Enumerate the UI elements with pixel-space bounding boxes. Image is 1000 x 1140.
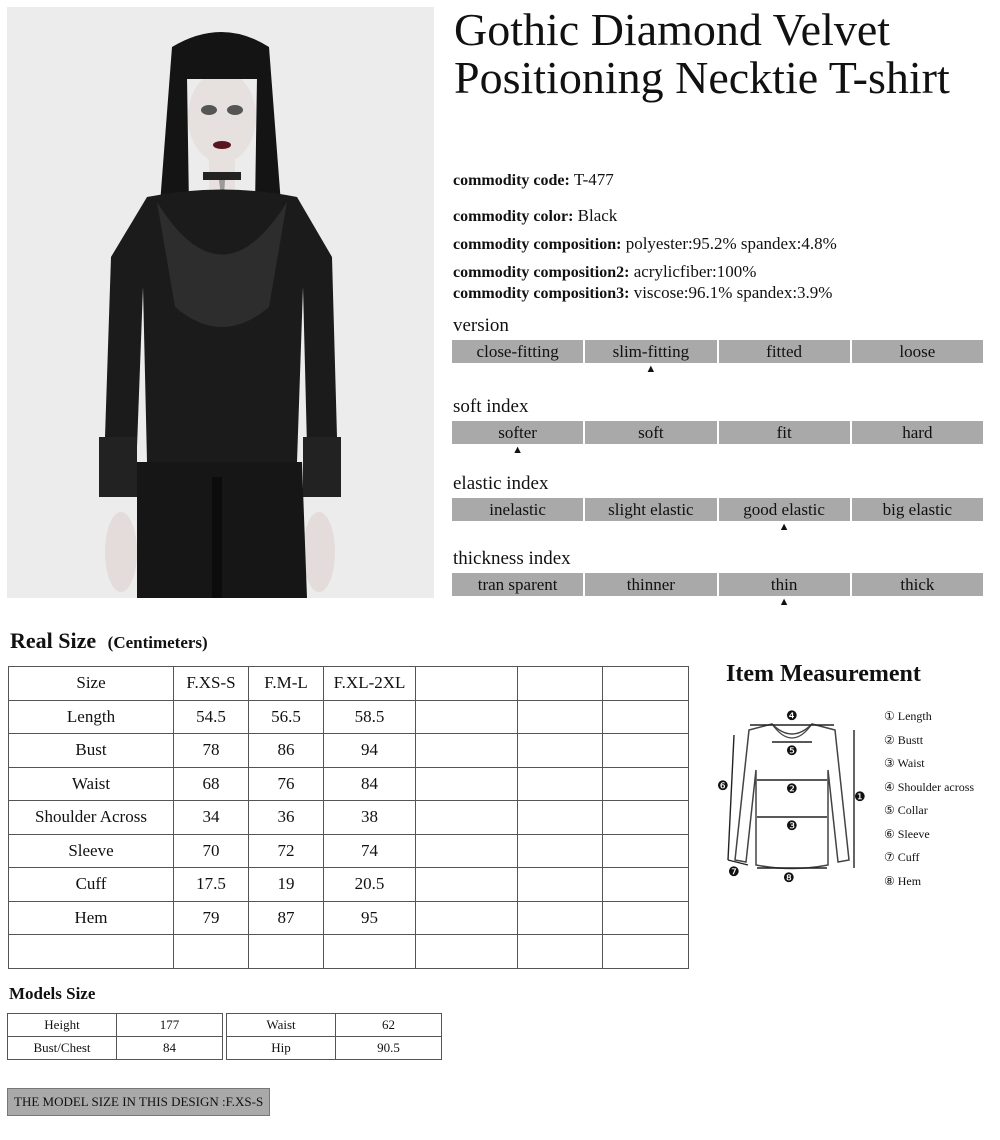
table-row xyxy=(9,935,689,969)
table-cell xyxy=(518,767,603,801)
table-cell: 86 xyxy=(249,734,324,768)
models-size-table-left xyxy=(7,1013,223,1060)
table-cell: 87 xyxy=(249,901,324,935)
table-row xyxy=(9,901,689,935)
table-cell: 84 xyxy=(117,1037,223,1060)
soft-index-option: soft xyxy=(585,421,716,444)
table-cell: 17.5 xyxy=(174,868,249,902)
table-cell: 68 xyxy=(174,767,249,801)
commodity-color-value: Black xyxy=(577,206,618,225)
diagram-label-4: ❹ xyxy=(786,708,798,723)
table-cell: 62 xyxy=(336,1014,442,1037)
table-cell: 56.5 xyxy=(249,700,324,734)
table-cell: 36 xyxy=(249,801,324,835)
diagram-label-8: ❽ xyxy=(783,870,795,885)
real-size-heading: Real Size xyxy=(10,628,97,653)
version-option: loose xyxy=(852,340,983,363)
elastic-index-title: elastic index xyxy=(453,473,549,494)
table-cell: 78 xyxy=(174,734,249,768)
commodity-composition2-label: commodity composition2: xyxy=(453,264,630,281)
table-cell: 19 xyxy=(249,868,324,902)
table-header-cell: Size xyxy=(9,667,174,701)
commodity-composition3-label: commodity composition3: xyxy=(453,285,630,302)
diagram-label-5: ❺ xyxy=(786,743,798,758)
measurement-legend xyxy=(884,705,974,893)
table-cell xyxy=(416,935,518,969)
thickness-index-scale xyxy=(452,573,983,596)
soft-index-option: fit xyxy=(719,421,850,444)
table-cell: Bust/Chest xyxy=(8,1037,117,1060)
version-marker: ▲ xyxy=(645,363,657,375)
soft-index-scale xyxy=(452,421,983,444)
table-cell xyxy=(324,935,416,969)
legend-item-waist: ③ Waist xyxy=(884,756,925,770)
table-cell xyxy=(249,935,324,969)
table-cell: 54.5 xyxy=(174,700,249,734)
models-size-table-right xyxy=(226,1013,442,1060)
table-cell: 90.5 xyxy=(336,1037,442,1060)
table-header-cell: F.XS-S xyxy=(174,667,249,701)
diagram-label-3: ❸ xyxy=(786,818,798,833)
commodity-composition2 xyxy=(453,262,756,283)
elastic-index-option: big elastic xyxy=(852,498,983,521)
table-cell xyxy=(603,868,689,902)
table-cell xyxy=(603,767,689,801)
table-row xyxy=(9,734,689,768)
legend-item-sleeve: ⑥ Sleeve xyxy=(884,826,930,841)
table-cell xyxy=(518,801,603,835)
diagram-label-2: ❷ xyxy=(786,781,798,796)
version-title: version xyxy=(453,315,509,336)
table-cell: 38 xyxy=(324,801,416,835)
measurement-diagram xyxy=(714,700,874,895)
table-header-row xyxy=(9,667,689,701)
table-cell: 79 xyxy=(174,901,249,935)
version-scale xyxy=(452,340,983,363)
table-row xyxy=(9,801,689,835)
table-cell xyxy=(416,767,518,801)
table-cell xyxy=(416,901,518,935)
table-cell: Hem xyxy=(9,901,174,935)
table-cell: 95 xyxy=(324,901,416,935)
table-cell xyxy=(416,868,518,902)
thickness-index-option: thick xyxy=(852,573,983,596)
thickness-index-marker: ▲ xyxy=(778,596,790,608)
soft-index-title: soft index xyxy=(453,396,529,417)
commodity-composition3 xyxy=(453,283,832,304)
commodity-color xyxy=(453,206,617,227)
table-cell: Bust xyxy=(9,734,174,768)
model-size-note: THE MODEL SIZE IN THIS DESIGN :F.XS-S xyxy=(7,1088,270,1116)
table-row xyxy=(9,834,689,868)
legend-item-length: ① Length xyxy=(884,709,932,723)
elastic-index-scale xyxy=(452,498,983,521)
table-cell: 94 xyxy=(324,734,416,768)
table-cell xyxy=(603,801,689,835)
product-photo xyxy=(7,7,434,598)
commodity-code-label: commodity code: xyxy=(453,172,570,189)
elastic-index-marker: ▲ xyxy=(778,521,790,533)
table-cell xyxy=(518,868,603,902)
table-cell xyxy=(416,801,518,835)
table-cell: Height xyxy=(8,1014,117,1037)
table-cell xyxy=(603,901,689,935)
version-option: slim-fitting xyxy=(585,340,716,363)
table-cell xyxy=(603,834,689,868)
table-cell xyxy=(518,834,603,868)
diagram-label-7: ❼ xyxy=(728,864,740,879)
diagram-label-1: ❶ xyxy=(854,789,866,804)
table-cell xyxy=(416,834,518,868)
table-header-cell xyxy=(416,667,518,701)
thickness-index-option: thin xyxy=(719,573,850,596)
soft-index-option: softer xyxy=(452,421,583,444)
thickness-index-title: thickness index xyxy=(453,548,571,569)
table-row xyxy=(227,1014,442,1037)
table-cell: 58.5 xyxy=(324,700,416,734)
table-cell: 20.5 xyxy=(324,868,416,902)
table-row xyxy=(9,868,689,902)
table-cell: 72 xyxy=(249,834,324,868)
legend-item-cuff: ⑦ Cuff xyxy=(884,850,920,864)
commodity-composition-value: polyester:95.2% spandex:4.8% xyxy=(625,234,837,253)
table-cell xyxy=(9,935,174,969)
soft-index-marker: ▲ xyxy=(512,444,524,456)
commodity-composition-label: commodity composition: xyxy=(453,236,622,253)
legend-item-hem: ⑧ Hem xyxy=(884,873,922,888)
table-cell: Waist xyxy=(227,1014,336,1037)
table-cell xyxy=(603,700,689,734)
table-cell: Cuff xyxy=(9,868,174,902)
table-header-cell xyxy=(518,667,603,701)
table-header-cell: F.XL-2XL xyxy=(324,667,416,701)
table-cell xyxy=(174,935,249,969)
commodity-color-label: commodity color: xyxy=(453,208,574,225)
soft-index-option: hard xyxy=(852,421,983,444)
table-row xyxy=(9,700,689,734)
table-cell: Length xyxy=(9,700,174,734)
product-title: Gothic Diamond Velvet Positioning Necktie T-shirt xyxy=(454,4,950,103)
table-cell: 177 xyxy=(117,1014,223,1037)
size-table xyxy=(8,666,689,969)
commodity-composition xyxy=(453,234,837,255)
table-cell xyxy=(518,935,603,969)
table-cell: Shoulder Across xyxy=(9,801,174,835)
legend-item-bust: ② Bustt xyxy=(884,732,924,747)
table-row xyxy=(227,1037,442,1060)
table-cell xyxy=(416,700,518,734)
table-cell: 70 xyxy=(174,834,249,868)
thickness-index-option: tran sparent xyxy=(452,573,583,596)
table-cell xyxy=(518,734,603,768)
commodity-code xyxy=(453,170,614,191)
elastic-index-option: slight elastic xyxy=(585,498,716,521)
table-row xyxy=(8,1014,223,1037)
table-row xyxy=(9,767,689,801)
commodity-code-value: T-477 xyxy=(573,170,614,189)
commodity-composition3-value: viscose:96.1% spandex:3.9% xyxy=(633,283,833,302)
table-cell xyxy=(603,935,689,969)
commodity-composition2-value: acrylicfiber:100% xyxy=(633,262,757,281)
item-measurement-title: Item Measurement xyxy=(726,661,921,687)
diagram-label-6: ❻ xyxy=(717,778,729,793)
table-cell: 76 xyxy=(249,767,324,801)
version-option: close-fitting xyxy=(452,340,583,363)
table-cell: 74 xyxy=(324,834,416,868)
table-cell xyxy=(518,700,603,734)
table-cell: Sleeve xyxy=(9,834,174,868)
table-cell: 34 xyxy=(174,801,249,835)
elastic-index-option: good elastic xyxy=(719,498,850,521)
table-header-cell: F.M-L xyxy=(249,667,324,701)
table-header-cell xyxy=(603,667,689,701)
elastic-index-option: inelastic xyxy=(452,498,583,521)
real-size-unit: (Centimeters) xyxy=(107,633,208,652)
table-cell xyxy=(518,901,603,935)
table-cell xyxy=(603,734,689,768)
table-cell: Hip xyxy=(227,1037,336,1060)
legend-item-shoulder: ④ Shoulder across xyxy=(884,779,975,794)
table-cell: 84 xyxy=(324,767,416,801)
version-option: fitted xyxy=(719,340,850,363)
thickness-index-option: thinner xyxy=(585,573,716,596)
real-size-title xyxy=(10,628,208,654)
table-cell xyxy=(416,734,518,768)
table-row xyxy=(8,1037,223,1060)
legend-item-collar: ⑤ Collar xyxy=(884,803,928,817)
models-size-title: Models Size xyxy=(9,984,96,1003)
table-cell: Waist xyxy=(9,767,174,801)
